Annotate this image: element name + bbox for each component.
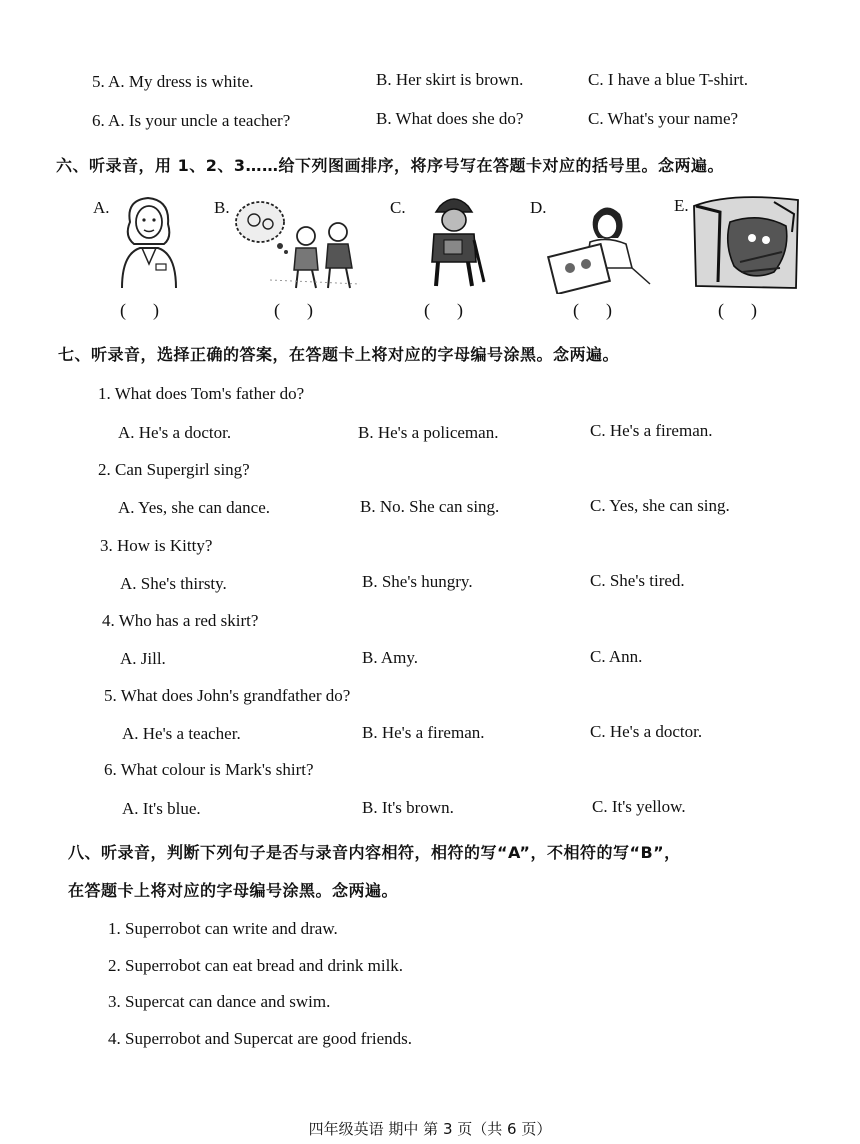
s7-q2-option-b[interactable]: B. No. She can sing.: [360, 497, 500, 516]
s7-q6-option-b[interactable]: B. It's brown.: [362, 798, 454, 817]
s7-q1-option-a[interactable]: A. He's a doctor.: [118, 423, 232, 442]
section7-heading: 七、听录音，选择正确的答案，在答题卡上将对应的字母编号涂黑。念两遍。: [58, 345, 620, 364]
picture-label-a: A.: [93, 198, 110, 217]
s7-q5-option-c[interactable]: C. He's a doctor.: [590, 722, 703, 741]
s7-q3-option-a[interactable]: A. She's thirsty.: [120, 574, 227, 593]
prev-q5-option-c: C. I have a blue T-shirt.: [588, 70, 749, 89]
picture-label-d: D.: [530, 198, 547, 217]
s7-q2-question: 2. Can Supergirl sing?: [98, 460, 250, 479]
answer-blank-c[interactable]: ( ): [424, 300, 463, 320]
answer-blank-b[interactable]: ( ): [274, 300, 313, 320]
picture-label-b: B.: [214, 198, 230, 217]
s7-q3-option-c[interactable]: C. She's tired.: [590, 571, 685, 590]
s8-statement-3: 3. Supercat can dance and swim.: [108, 992, 331, 1011]
s7-q5-option-b[interactable]: B. He's a fireman.: [362, 723, 485, 742]
picture-label-c: C.: [390, 198, 406, 217]
answer-blank-e[interactable]: ( ): [718, 300, 757, 320]
prev-q6-option-a: 6. A. Is your uncle a teacher?: [92, 111, 291, 130]
s8-statement-1: 1. Superrobot can write and draw.: [108, 919, 338, 938]
page-footer: 四年级英语 期中 第 3 页（共 6 页）: [308, 1120, 552, 1138]
prev-q6-option-b: B. What does she do?: [376, 109, 524, 128]
s7-q4-option-a[interactable]: A. Jill.: [120, 649, 166, 668]
s7-q4-option-c[interactable]: C. Ann.: [590, 647, 643, 666]
answer-blank-d[interactable]: ( ): [573, 300, 612, 320]
s7-q3-option-b[interactable]: B. She's hungry.: [362, 572, 473, 591]
s7-q1-question: 1. What does Tom's father do?: [98, 384, 305, 403]
woman-doctor-picture: [112, 192, 186, 290]
prev-q5-option-a: 5. A. My dress is white.: [92, 72, 254, 91]
s8-statement-4: 4. Superrobot and Supercat are good friends.: [108, 1029, 413, 1048]
s7-q3-question: 3. How is Kitty?: [100, 536, 213, 555]
s7-q5-option-a[interactable]: A. He's a teacher.: [122, 724, 241, 743]
s7-q2-option-a[interactable]: A. Yes, she can dance.: [118, 498, 271, 517]
s7-q5-question: 5. What does John's grandfather do?: [104, 686, 351, 705]
section8-heading-line1: 八、听录音，判断下列句子是否与录音内容相符，相符的写“A”，不相符的写“B”，: [68, 843, 681, 862]
children-thinking-picture: [230, 196, 370, 292]
s7-q6-option-c[interactable]: C. It's yellow.: [592, 797, 686, 816]
section6-heading: 六、听录音，用 1、2、3……给下列图画排序，将序号写在答题卡对应的括号里。念两遍。: [56, 156, 724, 175]
s7-q6-question: 6. What colour is Mark's shirt?: [104, 760, 314, 779]
section8-heading-line2: 在答题卡上将对应的字母编号涂黑。念两遍。: [68, 881, 399, 900]
cat-scene-picture: [690, 192, 802, 290]
s7-q1-option-c[interactable]: C. He's a fireman.: [590, 421, 713, 440]
s7-q4-option-b[interactable]: B. Amy.: [362, 648, 419, 667]
prev-q5-option-b: B. Her skirt is brown.: [376, 70, 524, 89]
fireman-picture: [418, 190, 490, 292]
prev-q6-option-c: C. What's your name?: [588, 109, 739, 128]
s7-q4-question: 4. Who has a red skirt?: [102, 611, 259, 630]
picture-label-e: E.: [674, 196, 689, 215]
s7-q6-option-a[interactable]: A. It's blue.: [122, 799, 201, 818]
s7-q1-option-b[interactable]: B. He's a policeman.: [358, 423, 499, 442]
girl-with-picture-picture: [546, 198, 656, 294]
answer-blank-a[interactable]: ( ): [120, 300, 159, 320]
s8-statement-2: 2. Superrobot can eat bread and drink milk.: [108, 956, 404, 975]
s7-q2-option-c[interactable]: C. Yes, she can sing.: [590, 496, 730, 515]
